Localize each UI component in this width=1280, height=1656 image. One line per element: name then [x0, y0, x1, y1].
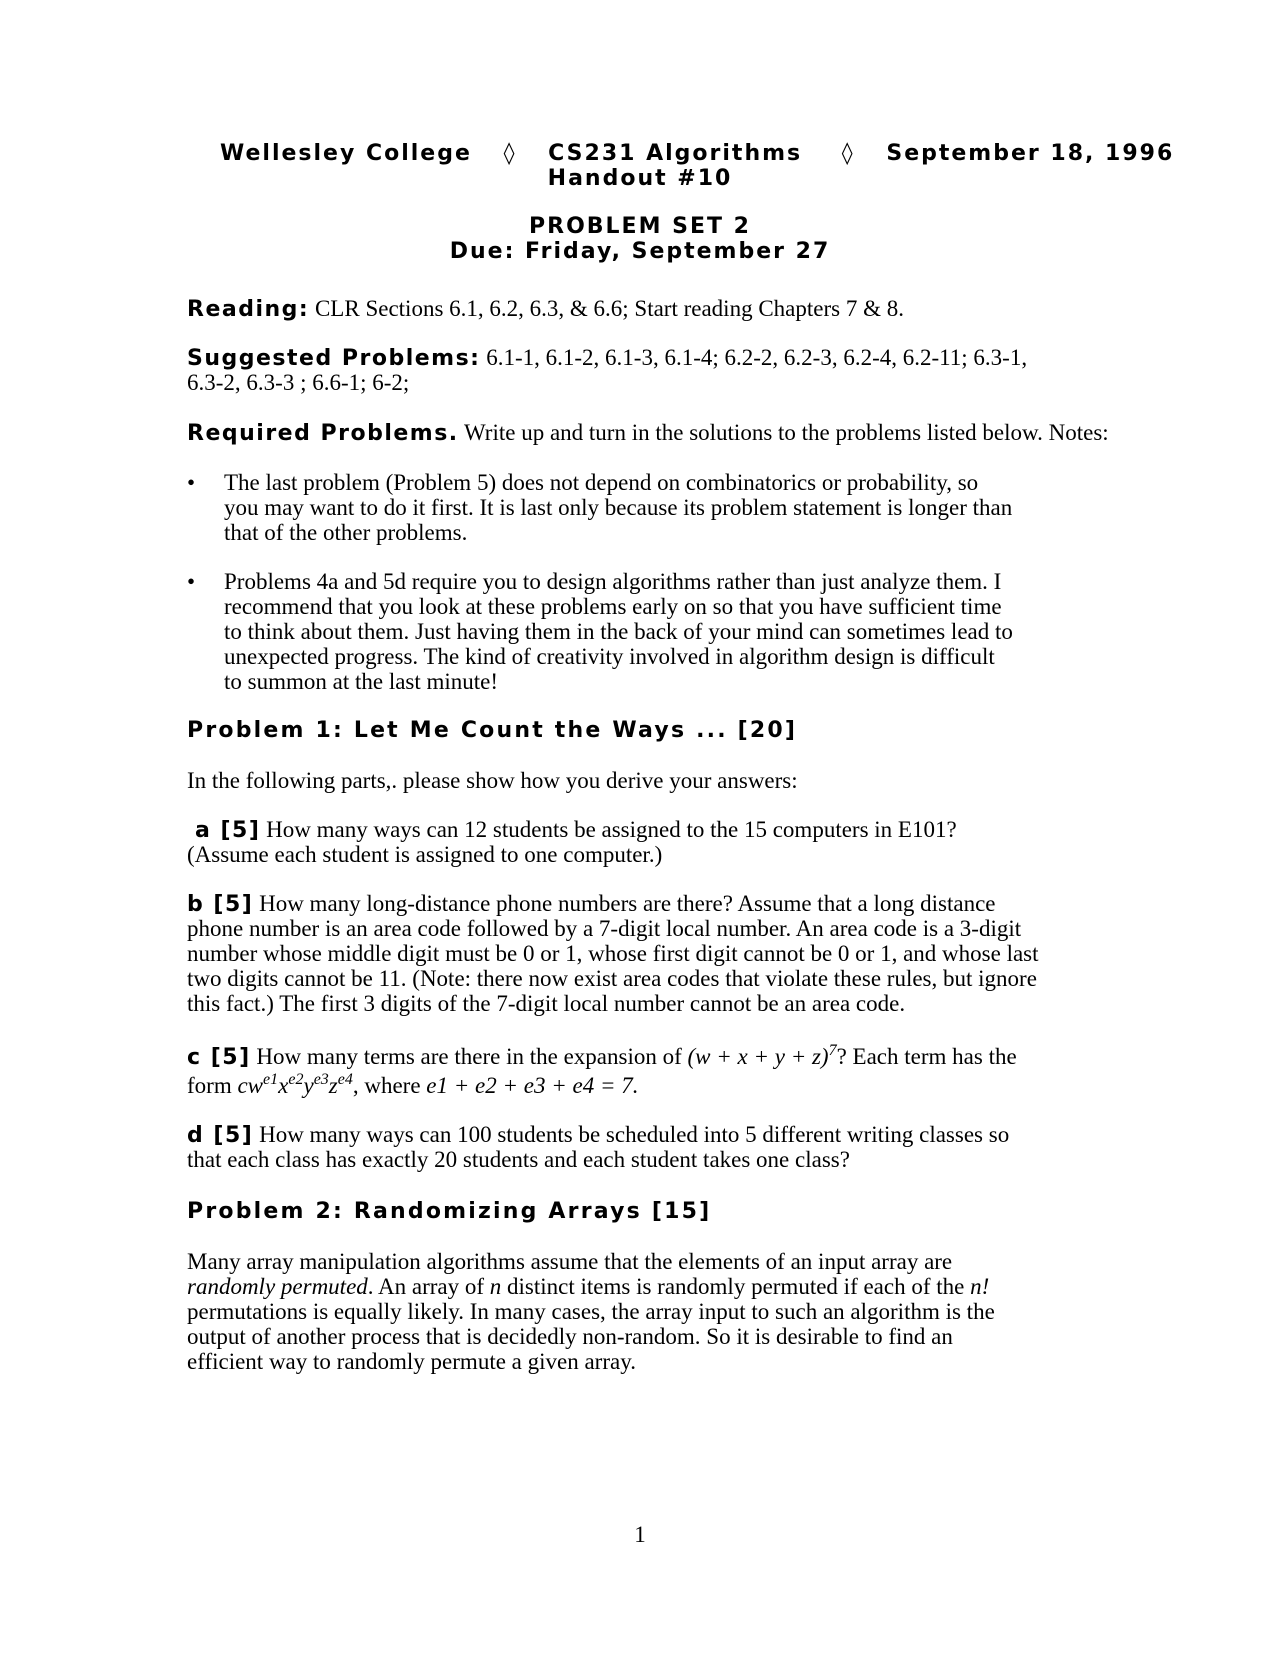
term-z: z	[328, 1073, 338, 1098]
reading-text: CLR Sections 6.1, 6.2, 6.3, & 6.6; Start reading Chapters 7 & 8.	[314, 296, 904, 321]
problem-1c-text-1: How many terms are there in the expansion of	[256, 1044, 682, 1069]
bullet-icon: •	[187, 569, 196, 594]
problem-1c-label: c [5]	[187, 1045, 251, 1070]
college-name: Wellesley College	[220, 141, 472, 166]
problem-1b-line-5: this fact.) The first 3 digits of the 7-digit local number cannot be an area code.	[187, 991, 906, 1016]
problem-set-title: PROBLEM SET 2	[529, 214, 751, 239]
problem-1c-line-1	[187, 1044, 1017, 1070]
problem-1c-text-2: ? Each term has the	[836, 1044, 1017, 1069]
problem-1c-line-2	[187, 1073, 638, 1098]
problem-1a-label: a [5]	[195, 818, 261, 843]
problem-2-line-2	[187, 1274, 989, 1299]
problem-1d-label: d [5]	[187, 1123, 254, 1148]
term-c-w: cw	[237, 1073, 264, 1098]
problem-1b-line-1	[187, 891, 996, 917]
problem-1b-text: How many long-distance phone numbers are there? Assume that a long distance	[259, 891, 996, 916]
reading-line	[187, 296, 904, 322]
problem-1-intro: In the following parts,. please show how you derive your answers:	[187, 768, 798, 793]
exponent-e2: e2	[288, 1071, 304, 1088]
problem-2-line-5: efficient way to randomly permute a given array.	[187, 1349, 636, 1374]
problem-1d-line-1	[187, 1122, 1009, 1148]
problem-1b-line-4: two digits cannot be 11. (Note: there now exist area codes that violate these rules, but ignore	[187, 966, 1037, 991]
problem-2-heading: Problem 2: Randomizing Arrays [15]	[187, 1199, 712, 1224]
exponent-e4: e4	[337, 1071, 353, 1088]
required-label: Required Problems.	[187, 421, 459, 446]
note-2-line-4: unexpected progress. The kind of creativity involved in algorithm design is difficult	[224, 644, 995, 669]
problem-2-line-4: output of another process that is decidedly non-random. So it is desirable to find an	[187, 1324, 953, 1349]
variable-n: n	[489, 1274, 502, 1299]
form-word: form	[187, 1073, 232, 1098]
note-2-line-1: Problems 4a and 5d require you to design algorithms rather than just analyze them. I	[224, 569, 1002, 594]
suggested-text-1: 6.1-1, 6.1-2, 6.1-3, 6.1-4; 6.2-2, 6.2-3, 6.2-4, 6.2-11; 6.3-1,	[486, 345, 1028, 370]
suggested-line-1	[187, 345, 1027, 371]
expansion-exponent: 7	[828, 1042, 837, 1059]
diamond-separator-icon: ◊	[841, 141, 855, 166]
randomly-permuted-term: randomly permuted	[187, 1274, 368, 1299]
problem-1d-text: How many ways can 100 students be scheduled into 5 different writing classes so	[259, 1122, 1010, 1147]
handout-date: September 18, 1996	[886, 141, 1175, 166]
term-y: y	[303, 1073, 314, 1098]
note-2-line-5: to summon at the last minute!	[224, 669, 499, 694]
problem-1b-line-3: number whose middle digit must be 0 or 1, whose first digit cannot be 0 or 1, and whose last	[187, 941, 1039, 966]
problem-1a-line-1	[195, 817, 957, 843]
note-2-line-3: to think about them. Just having them in the back of your mind can sometimes lead to	[224, 619, 1013, 644]
problem-2-line-1: Many array manipulation algorithms assume that the elements of an input array are	[187, 1249, 953, 1274]
problem-1a-text: How many ways can 12 students be assigned to the 15 computers in E101?	[266, 817, 957, 842]
course-name: CS231 Algorithms	[548, 141, 803, 166]
note-1-line-3: that of the other problems.	[224, 520, 468, 545]
diamond-separator-icon: ◊	[503, 141, 517, 166]
n-factorial: n!	[970, 1274, 990, 1299]
problem-1b-line-2: phone number is an area code followed by a 7-digit local number. An area code is a 3-digit	[187, 916, 1022, 941]
note-1-line-1: The last problem (Problem 5) does not depend on combinatorics or probability, so	[224, 470, 979, 495]
exponent-sum-equation: e1 + e2 + e3 + e4 = 7.	[426, 1073, 639, 1098]
exponent-e3: e3	[313, 1071, 329, 1088]
term-x: x	[278, 1073, 289, 1098]
problem-1b-label: b [5]	[187, 892, 254, 917]
page-number: 1	[634, 1522, 646, 1547]
suggested-label: Suggested Problems:	[187, 346, 481, 371]
header-line	[220, 141, 1174, 166]
required-line	[187, 420, 1109, 446]
suggested-line-2: 6.3-2, 6.3-3 ; 6.6-1; 6-2;	[187, 370, 410, 395]
where-text: , where	[352, 1073, 421, 1098]
expansion-expression: (w + x + y + z)	[687, 1044, 829, 1069]
problem-1-heading: Problem 1: Let Me Count the Ways ... [20]	[187, 718, 798, 743]
problem-2-line-3: permutations is equally likely. In many cases, the array input to such an algorithm is the	[187, 1299, 995, 1324]
required-text: Write up and turn in the solutions to the problems listed below. Notes:	[464, 420, 1109, 445]
problem-1d-line-2: that each class has exactly 20 students and each student takes one class?	[187, 1147, 850, 1172]
problem-2-text-a: . An array of	[367, 1274, 485, 1299]
reading-label: Reading:	[187, 297, 310, 322]
handout-number: Handout #10	[547, 166, 733, 191]
due-date: Due: Friday, September 27	[449, 239, 831, 264]
problem-2-text-b: distinct items is randomly permuted if each of the	[507, 1274, 965, 1299]
bullet-icon: •	[187, 470, 196, 495]
note-1-line-2: you may want to do it first. It is last only because its problem statement is longer than	[224, 495, 1013, 520]
problem-1a-line-2: (Assume each student is assigned to one computer.)	[187, 842, 663, 867]
exponent-e1: e1	[263, 1071, 279, 1088]
note-2-line-2: recommend that you look at these problems early on so that you have sufficient time	[224, 594, 1002, 619]
